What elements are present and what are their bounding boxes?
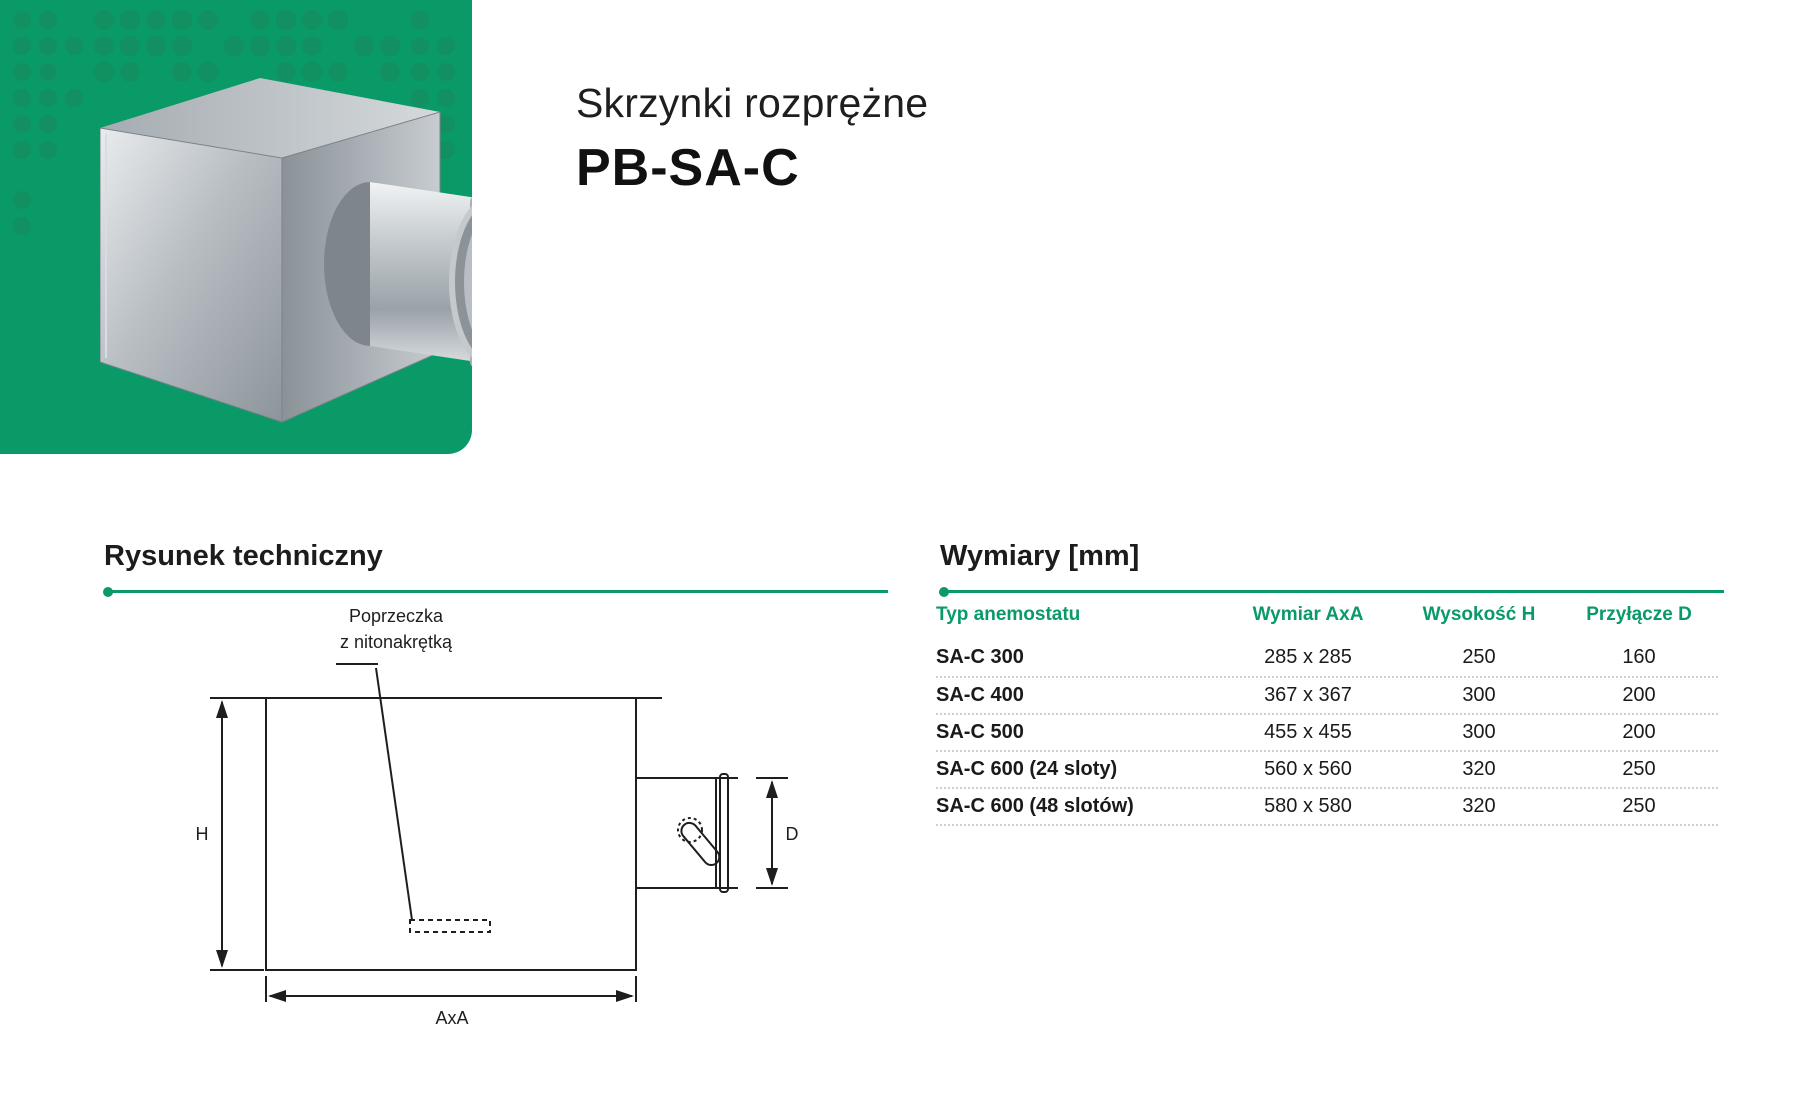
width-dimension-label: AxA	[435, 1008, 469, 1026]
section-rule	[108, 590, 888, 593]
header-connection: Przyłącze D	[1586, 604, 1692, 625]
cell-size: 455 x 455	[1264, 721, 1352, 743]
cell-size: 285 x 285	[1264, 645, 1352, 668]
technical-drawing	[180, 596, 820, 1026]
cell-height: 300	[1462, 684, 1496, 706]
height-dimension-label: H	[195, 824, 209, 844]
table-header	[936, 600, 1718, 630]
cell-height: 320	[1462, 758, 1496, 780]
table-row	[936, 715, 1718, 752]
cell-connection: 250	[1622, 795, 1656, 817]
crossbar-label-line2: z nitonakrętką	[339, 632, 453, 652]
header-size: Wymiar AxA	[1252, 604, 1364, 625]
product-panel	[0, 0, 472, 454]
product-category-title: Skrzynki rozprężne	[576, 80, 929, 126]
table-row	[936, 638, 1718, 678]
cell-connection: 250	[1622, 758, 1656, 780]
cell-type: SA-C 500	[936, 721, 1024, 743]
cell-height: 300	[1462, 721, 1496, 743]
cell-type: SA-C 600 (48 slotów)	[936, 795, 1134, 817]
cell-size: 560 x 560	[1264, 758, 1352, 780]
header-height: Wysokość H	[1422, 604, 1536, 625]
cell-height: 250	[1462, 645, 1496, 668]
cell-type: SA-C 300	[936, 645, 1024, 668]
section-rule	[944, 590, 1724, 593]
product-model-title: PB-SA-C	[576, 139, 800, 197]
dimensions-title: Wymiary [mm]	[940, 540, 1140, 572]
cell-connection: 200	[1622, 721, 1656, 743]
crossbar-label-line1: Poprzeczka	[348, 606, 444, 626]
table-row	[936, 789, 1718, 826]
cell-height: 320	[1462, 795, 1496, 817]
cell-connection: 200	[1622, 684, 1656, 706]
table-row	[936, 752, 1718, 789]
cell-size: 367 x 367	[1264, 684, 1352, 706]
expansion-box-photo	[100, 72, 472, 442]
diameter-dimension-label: D	[785, 824, 799, 844]
technical-drawing-title: Rysunek techniczny	[104, 540, 383, 572]
table-row	[936, 678, 1718, 715]
cell-type: SA-C 600 (24 sloty)	[936, 758, 1118, 780]
cell-type: SA-C 400	[936, 684, 1024, 706]
cell-connection: 160	[1622, 645, 1656, 668]
cell-size: 580 x 580	[1264, 795, 1352, 817]
header-type: Typ anemostatu	[936, 604, 1081, 625]
dimensions-table	[936, 600, 1718, 826]
